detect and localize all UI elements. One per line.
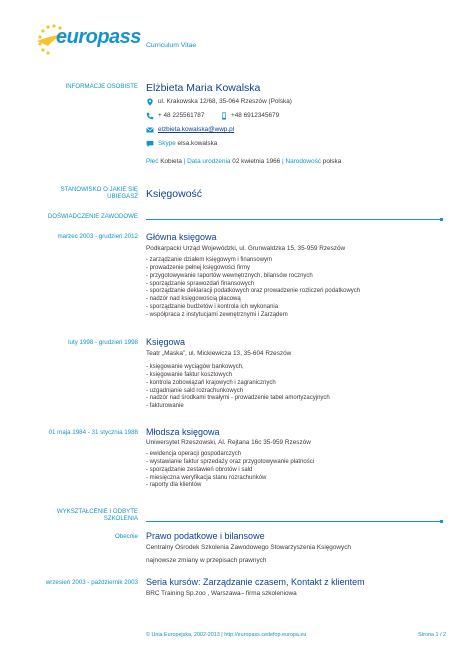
job-title: Księgowa: [146, 337, 186, 347]
mobile: +48 6912345679: [231, 112, 280, 119]
education-title: Prawo podatkowe i bilansowe: [146, 531, 265, 541]
education-dates: Obecnie: [114, 533, 138, 540]
address: ul. Krakowska 12/68, 35-064 Rzeszów (Polska): [158, 98, 292, 105]
job-duties: [146, 364, 330, 411]
section-rule-end: [440, 520, 443, 523]
sex-label: Płeć: [146, 158, 159, 165]
list-item: - sporządzanie budżetów i kontrola ich wykonania: [146, 304, 279, 311]
chat-icon: [146, 140, 154, 148]
list-item: - prowadzenie pełnej księgowości firmy: [146, 264, 251, 271]
nationality-label: Narodowość: [285, 158, 321, 165]
list-item: - współpraca z instytucjami zewnętrznymi i Zarządem: [146, 311, 288, 318]
list-item: - nadzór nad księgowością płacową: [146, 296, 241, 303]
job-dates: marzec 2003 - grudzień 2012: [57, 233, 138, 240]
skype-label: Skype: [158, 140, 176, 147]
footer-copyright: © Unia Europejska, 2002-2013 | http://europass.cedefop.europa.eu: [146, 632, 307, 638]
list-item: - sporządzanie sprawozdań finansowych: [146, 280, 255, 287]
list-item: - sporządzanie deklaracji podatkowych oraz prowadzenie rozliczeń podatkowych: [146, 288, 361, 295]
page-number: Strona 1 / 2: [418, 632, 446, 638]
list-item: - księgowanie faktur kosztowych: [146, 371, 233, 378]
position-value: Księgowość: [146, 188, 203, 200]
section-rule: [146, 521, 442, 522]
list-item: - nadzór nad środkami trwałymi - prowadzenie tabel amortyzacyjnych: [146, 395, 330, 402]
dob-value: 02 kwietnia 1966: [232, 158, 281, 165]
mobile-icon: [220, 112, 228, 120]
phone-icon: [146, 112, 154, 120]
education-note: najnowsze zmiany w przepisach prawnych: [146, 557, 267, 564]
skype-line: [158, 140, 217, 148]
list-item: - miesięczna weryfikacja stanu rozrachunków: [146, 474, 267, 481]
list-item: - przygotowywanie raportów wewnętrznych, bilansów rocznych: [146, 272, 313, 279]
list-item: - fakturowanie: [146, 403, 184, 410]
experience-section-label: DOŚWIADCZENIE ZAWODOWE: [47, 213, 138, 220]
job-employer: Teatr „Maska”, ul. Mickiewicza 13, 35-604 Rzeszów: [146, 350, 292, 357]
section-rule-end: [440, 218, 443, 221]
education-dates: wrzesień 2003 - październik 2003: [45, 579, 138, 586]
list-item: - kontrola zobowiązań krajowych i zagranicznych: [146, 379, 276, 386]
europass-logo: [34, 22, 141, 56]
nationality-value: polska: [322, 158, 342, 165]
job-duties: [146, 257, 360, 320]
email-link[interactable]: elzbieta.kowalska@wwp.pl: [158, 126, 235, 133]
separator: |: [282, 158, 284, 165]
list-item: - księgowanie wyciągów bankowych,: [146, 364, 244, 370]
job-employer: Podkarpacki Urząd Wojewódzki, ul. Grunwaldzka 15, 35-959 Rzeszów: [146, 245, 346, 252]
list-item: - ewidencja operacji gospodarczych: [146, 451, 242, 457]
job-employer: Uniwersytet Rzeszowski, Al. Rejtana 16c 35-959 Rzeszów: [146, 439, 311, 446]
email-icon: [146, 126, 154, 134]
doc-title: Curriculum Vitae: [146, 42, 197, 49]
education-title: Seria kursów: Zarządzanie czasem, Kontakt z klientem: [146, 577, 365, 587]
job-title: Główna księgowa: [146, 232, 217, 242]
home-icon: [146, 98, 154, 106]
position-label: STANOWISKO O JAKIE SIĘ UBIEGASZ: [60, 186, 138, 201]
personal-details-line: [146, 158, 341, 166]
job-dates: 01 maja 1984 - 31 stycznia 1988: [48, 429, 138, 436]
list-item: - uzgadnianie sald rozrachunkowych: [146, 387, 244, 394]
list-item: - sporządzanie zestawień obrotów i sald: [146, 466, 253, 473]
personal-section-label: INFORMACJE OSOBISTE: [65, 83, 138, 90]
education-org: Centralny Ośrodek Szkolenia Zawodowego Stowarzyszenia Księgowych: [146, 544, 351, 551]
sex-value: Kobieta: [160, 158, 182, 165]
list-item: - zarządzanie działem księgowym i finansowym: [146, 257, 273, 263]
logo-text: europass: [56, 26, 141, 48]
skype-value: elsa.kowalska: [177, 140, 218, 147]
job-dates: luty 1998 - grudzień 1998: [68, 339, 138, 346]
education-section-label: WYKSZTAŁCENIE I ODBYTE SZKOLENIA: [56, 508, 138, 523]
separator: |: [183, 158, 186, 165]
full-name: Elżbieta Maria Kowalska: [146, 82, 261, 94]
dob-label: Data urodzenia: [187, 158, 231, 165]
list-item: - wystawianie faktur sprzedaży oraz przygotowywanie płatności: [146, 458, 315, 465]
education-org: BRC Training Sp.zoo , Warszawa– firma szkoleniowa: [146, 590, 297, 597]
phone: + 48 225561787: [158, 112, 205, 119]
job-duties: [146, 451, 314, 490]
job-title: Młodsza księgowa: [146, 427, 220, 437]
list-item: - raporty dla klientów: [146, 482, 202, 489]
section-rule: [146, 219, 442, 220]
